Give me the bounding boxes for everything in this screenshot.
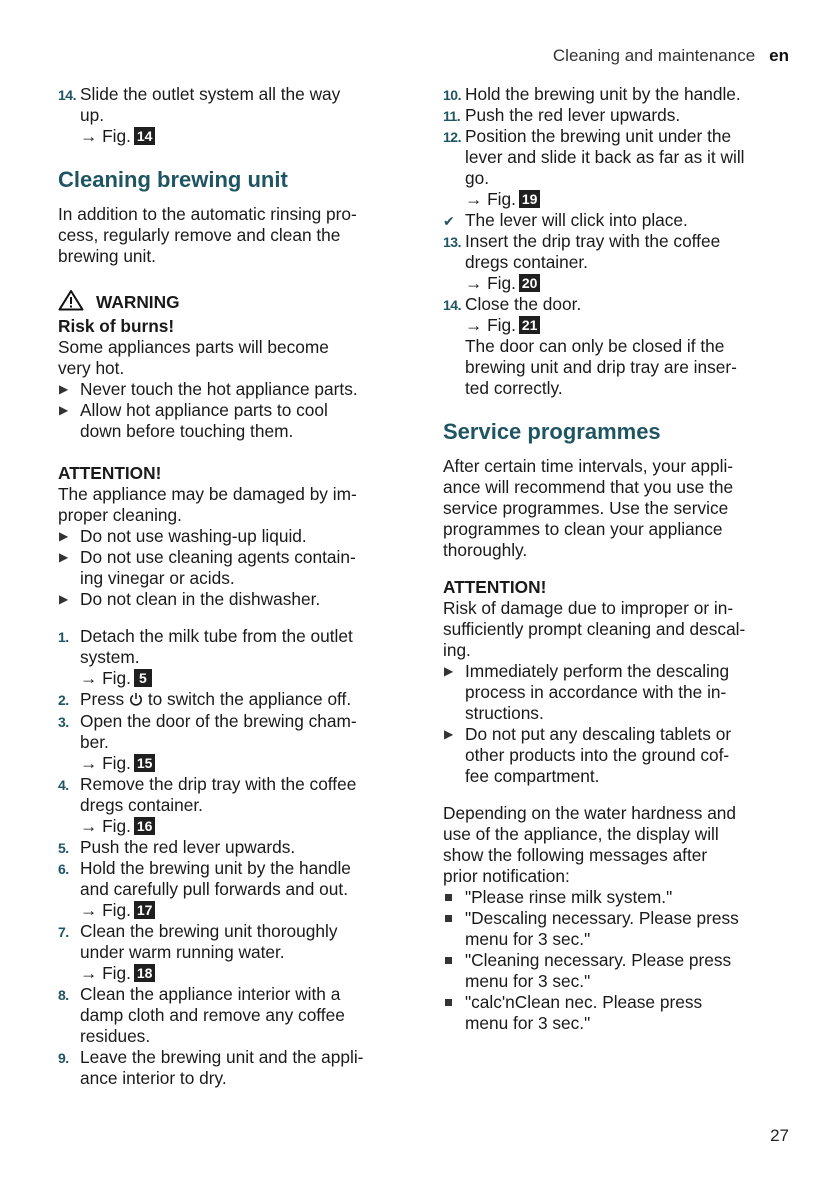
right-column: [443, 84, 793, 1034]
step-7: [58, 921, 403, 984]
attention-bullet: [443, 661, 793, 724]
fig-badge: 5: [134, 669, 152, 687]
step-number: 13.: [443, 234, 461, 250]
step-text: under warm running water.: [80, 942, 285, 962]
fig-ref: [80, 816, 403, 837]
intro-line: service programmes. Use the service: [443, 498, 729, 518]
step-number: 9.: [58, 1050, 69, 1066]
step-number: 12.: [443, 129, 461, 145]
step-13: [443, 231, 793, 294]
fig-label: → Fig.: [465, 273, 516, 293]
page-header: [553, 46, 789, 66]
step-note: brewing unit and drip tray are inser-: [465, 357, 737, 377]
steps-list: [58, 626, 403, 1089]
fig-label: → Fig.: [80, 126, 131, 146]
bullet-text: fee compartment.: [465, 766, 600, 786]
bullet-text: down before touching them.: [80, 421, 294, 441]
intro-line: Depending on the water hardness and: [443, 803, 737, 823]
attention-title: ATTENTION!: [443, 577, 547, 597]
message-text: "Cleaning necessary. Please press: [465, 950, 732, 970]
bullet-text: Allow hot appliance parts to cool: [80, 400, 328, 420]
fig-badge: 17: [134, 901, 156, 919]
message-text: "calc'nClean nec. Please press: [465, 992, 703, 1012]
triangle-bullet-icon: ▶: [59, 403, 69, 417]
step-number: 3.: [58, 714, 69, 730]
fig-badge: 15: [134, 754, 156, 772]
warning-text: Some appliances parts will become: [58, 337, 329, 357]
checkmark-icon: ✔: [443, 213, 455, 229]
fig-label: → Fig.: [80, 816, 131, 836]
step-5: [58, 837, 403, 858]
step-4: [58, 774, 403, 837]
section-heading-cleaning: Cleaning brewing unit: [58, 167, 288, 192]
message-text: menu for 3 sec.": [465, 971, 591, 991]
bullet-text: Do not clean in the dishwasher.: [80, 589, 321, 609]
step-text: Remove the drip tray with the coffee: [80, 774, 357, 794]
step-number: 2.: [58, 692, 69, 708]
attention-title: ATTENTION!: [58, 463, 162, 483]
bullet-text: Never touch the hot appliance parts.: [80, 379, 358, 399]
step-text: dregs container.: [465, 252, 588, 272]
fig-badge: 14: [134, 127, 156, 145]
step-text: Hold the brewing unit by the handle: [80, 858, 351, 878]
message-item: [443, 950, 793, 992]
step-number: 4.: [58, 777, 69, 793]
square-bullet-icon: [445, 957, 452, 964]
bullet-text: Do not use cleaning agents contain-: [80, 547, 356, 567]
intro-line: After certain time intervals, your appli-: [443, 456, 734, 476]
step-text: ber.: [80, 732, 109, 752]
messages-intro: [443, 803, 793, 887]
step-number: 8.: [58, 987, 69, 1003]
fig-label: → Fig.: [80, 963, 131, 983]
bullet-text: process in accordance with the in-: [465, 682, 727, 702]
warning-title: WARNING: [96, 292, 180, 312]
fig-ref: [80, 963, 403, 984]
step-note: ted correctly.: [465, 378, 563, 398]
step-text: Push the red lever upwards.: [465, 105, 681, 125]
step-text: Hold the brewing unit by the handle.: [465, 84, 741, 104]
warning-bullet: [58, 400, 403, 442]
step-14-top: [58, 84, 403, 147]
step-text: to switch the appliance off.: [147, 689, 352, 709]
step-text: Clean the brewing unit thoroughly: [80, 921, 338, 941]
triangle-bullet-icon: ▶: [59, 592, 69, 606]
step-text: Insert the drip tray with the coffee: [465, 231, 721, 251]
step-text: Open the door of the brewing cham-: [80, 711, 357, 731]
step-text: up.: [80, 105, 105, 125]
fig-ref: [80, 900, 403, 921]
fig-label: → Fig.: [80, 668, 131, 688]
step-text: Push the red lever upwards.: [80, 837, 296, 857]
bullet-text: Do not put any descaling tablets or: [465, 724, 732, 744]
step-note: The door can only be closed if the: [465, 336, 725, 356]
message-item: [443, 992, 793, 1034]
attention-bullet: [58, 526, 403, 547]
step-number: 10.: [443, 87, 461, 103]
step-text: and carefully pull forwards and out.: [80, 879, 349, 899]
attention-box-right: [443, 577, 793, 787]
step-text: lever and slide it back as far as it will: [465, 147, 745, 167]
page-number: 27: [770, 1126, 789, 1145]
step-number: 1.: [58, 629, 69, 645]
step-text: Slide the outlet system all the way: [80, 84, 341, 104]
intro-line: programmes to clean your appliance: [443, 519, 723, 539]
step-text: system.: [80, 647, 140, 667]
attention-text: sufficiently prompt cleaning and descal-: [443, 619, 746, 639]
step-text: Leave the brewing unit and the appli-: [80, 1047, 364, 1067]
step-text: damp cloth and remove any coffee: [80, 1005, 345, 1025]
step-text: ance interior to dry.: [80, 1068, 227, 1088]
left-column: [58, 84, 403, 1089]
fig-ref: [465, 315, 793, 336]
square-bullet-icon: [445, 894, 452, 901]
intro-line: use of the appliance, the display will: [443, 824, 719, 844]
intro-line: ance will recommend that you use the: [443, 477, 734, 497]
step-number: 6.: [58, 861, 69, 877]
message-item: [443, 908, 793, 950]
warning-text: very hot.: [58, 358, 125, 378]
intro-paragraph: [58, 204, 403, 267]
language-code: en: [769, 46, 789, 65]
attention-text: The appliance may be damaged by im-: [58, 484, 357, 504]
step-number: 5.: [58, 840, 69, 856]
fig-badge: 16: [134, 817, 156, 835]
result-text: The lever will click into place.: [465, 210, 688, 230]
intro-line: thoroughly.: [443, 540, 528, 560]
intro-line: In addition to the automatic rinsing pro-: [58, 204, 357, 224]
bullet-text: Immediately perform the descaling: [465, 661, 730, 681]
step-6: [58, 858, 403, 921]
message-text: "Please rinse milk system.": [465, 887, 673, 907]
step-9: [58, 1047, 403, 1089]
power-icon: [129, 690, 143, 711]
message-text: menu for 3 sec.": [465, 1013, 591, 1033]
step-8: [58, 984, 403, 1047]
triangle-bullet-icon: ▶: [59, 382, 69, 396]
warning-subtitle: Risk of burns!: [58, 316, 175, 336]
fig-label: → Fig.: [80, 753, 131, 773]
fig-badge: 18: [134, 964, 156, 982]
step-text: go.: [465, 168, 490, 188]
triangle-bullet-icon: ▶: [59, 529, 69, 543]
warning-bullet: [58, 379, 403, 400]
warning-box: [58, 289, 403, 442]
fig-label: → Fig.: [465, 315, 516, 335]
step-12: [443, 126, 793, 210]
square-bullet-icon: [445, 999, 452, 1006]
warning-heading: [58, 289, 403, 316]
fig-label: → Fig.: [80, 900, 131, 920]
step-text: residues.: [80, 1026, 151, 1046]
step-text: Close the door.: [465, 294, 582, 314]
bullet-text: structions.: [465, 703, 544, 723]
fig-ref: [80, 126, 403, 147]
message-text: menu for 3 sec.": [465, 929, 591, 949]
attention-text: Risk of damage due to improper or in-: [443, 598, 734, 618]
step-text: Press: [80, 689, 125, 709]
fig-badge: 19: [519, 190, 541, 208]
step-text: dregs container.: [80, 795, 203, 815]
message-text: "Descaling necessary. Please press: [465, 908, 739, 928]
step-14: [443, 294, 793, 399]
warning-triangle-icon: [58, 289, 84, 316]
section-heading-service: Service programmes: [443, 419, 661, 444]
intro-line: show the following messages after: [443, 845, 708, 865]
step-number: 14.: [443, 297, 461, 313]
step-result: [443, 210, 793, 231]
step-number: 11.: [443, 108, 461, 124]
step-10: [443, 84, 793, 105]
step-11: [443, 105, 793, 126]
message-item: [443, 887, 793, 908]
bullet-text: ing vinegar or acids.: [80, 568, 235, 588]
square-bullet-icon: [445, 915, 452, 922]
step-text: Position the brewing unit under the: [465, 126, 732, 146]
fig-ref: [465, 189, 793, 210]
step-1: [58, 626, 403, 689]
step-text: Clean the appliance interior with a: [80, 984, 341, 1004]
fig-badge: 21: [519, 316, 541, 334]
intro-line: prior notification:: [443, 866, 570, 886]
step-2: [58, 689, 403, 711]
step-text: Detach the milk tube from the outlet: [80, 626, 353, 646]
intro-line: brewing unit.: [58, 246, 156, 266]
attention-text: proper cleaning.: [58, 505, 182, 525]
triangle-bullet-icon: ▶: [444, 664, 454, 678]
triangle-bullet-icon: ▶: [444, 727, 454, 741]
step-3: [58, 711, 403, 774]
service-intro: [443, 456, 793, 561]
fig-ref: [80, 668, 403, 689]
messages-list: [443, 887, 793, 1034]
attention-text: ing.: [443, 640, 471, 660]
attention-bullet: [58, 547, 403, 589]
bullet-text: other products into the ground cof-: [465, 745, 730, 765]
fig-badge: 20: [519, 274, 541, 292]
attention-box: [58, 463, 403, 610]
step-number: 14.: [58, 87, 76, 103]
triangle-bullet-icon: ▶: [59, 550, 69, 564]
fig-ref: [80, 753, 403, 774]
fig-ref: [465, 273, 793, 294]
attention-bullet: [58, 589, 403, 610]
attention-bullet: [443, 724, 793, 787]
intro-line: cess, regularly remove and clean the: [58, 225, 341, 245]
bullet-text: Do not use washing-up liquid.: [80, 526, 307, 546]
step-number: 7.: [58, 924, 69, 940]
section-title: Cleaning and maintenance: [552, 46, 756, 65]
fig-label: → Fig.: [465, 189, 516, 209]
